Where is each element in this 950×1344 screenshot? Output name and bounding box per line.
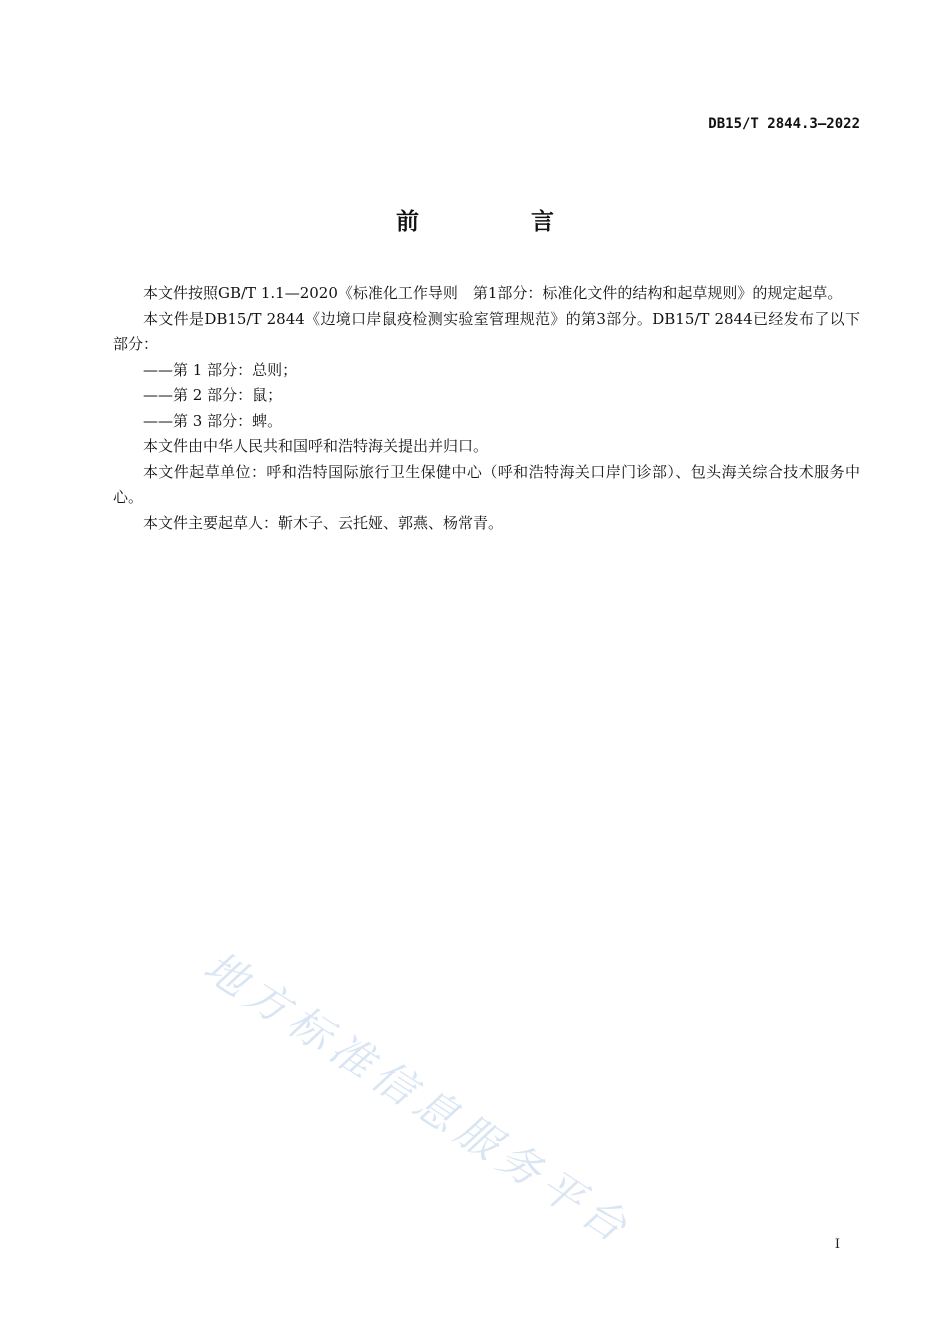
paragraph-drafters: 本文件主要起草人：靳木子、云托娅、郭燕、杨常青。 — [143, 513, 504, 532]
paragraph-proposer: 本文件由中华人民共和国呼和浩特海关提出并归口。 — [143, 437, 489, 455]
document-body — [113, 281, 860, 536]
list-item-part-3: ——第 3 部分：蜱。 — [143, 411, 283, 430]
document-code: DB15/T 2844.3—2022 — [708, 116, 860, 132]
paragraph-series-description: 本文件是DB15/T 2844《边境口岸鼠疫检测实验室管理规范》的第3部分。DB15/T 2844已经发布了以下部分： — [113, 309, 860, 353]
paragraph-drafting-basis: 本文件按照GB/T 1.1—2020《标准化工作导则 第1部分：标准化文件的结构和起草规则》的规定起草。 — [143, 284, 843, 302]
watermark: 地方标准信息服务平台 — [195, 941, 642, 1255]
paragraph-drafting-units: 本文件起草单位：呼和浩特国际旅行卫生保健中心（呼和浩特海关口岸门诊部）、包头海关综合技术服务中心。 — [113, 462, 860, 506]
page-number: I — [834, 1237, 840, 1252]
list-item-part-2: ——第 2 部分：鼠； — [143, 386, 283, 404]
list-item-part-1: ——第 1 部分：总则； — [143, 360, 298, 379]
page-title: 前 言 — [395, 209, 606, 235]
